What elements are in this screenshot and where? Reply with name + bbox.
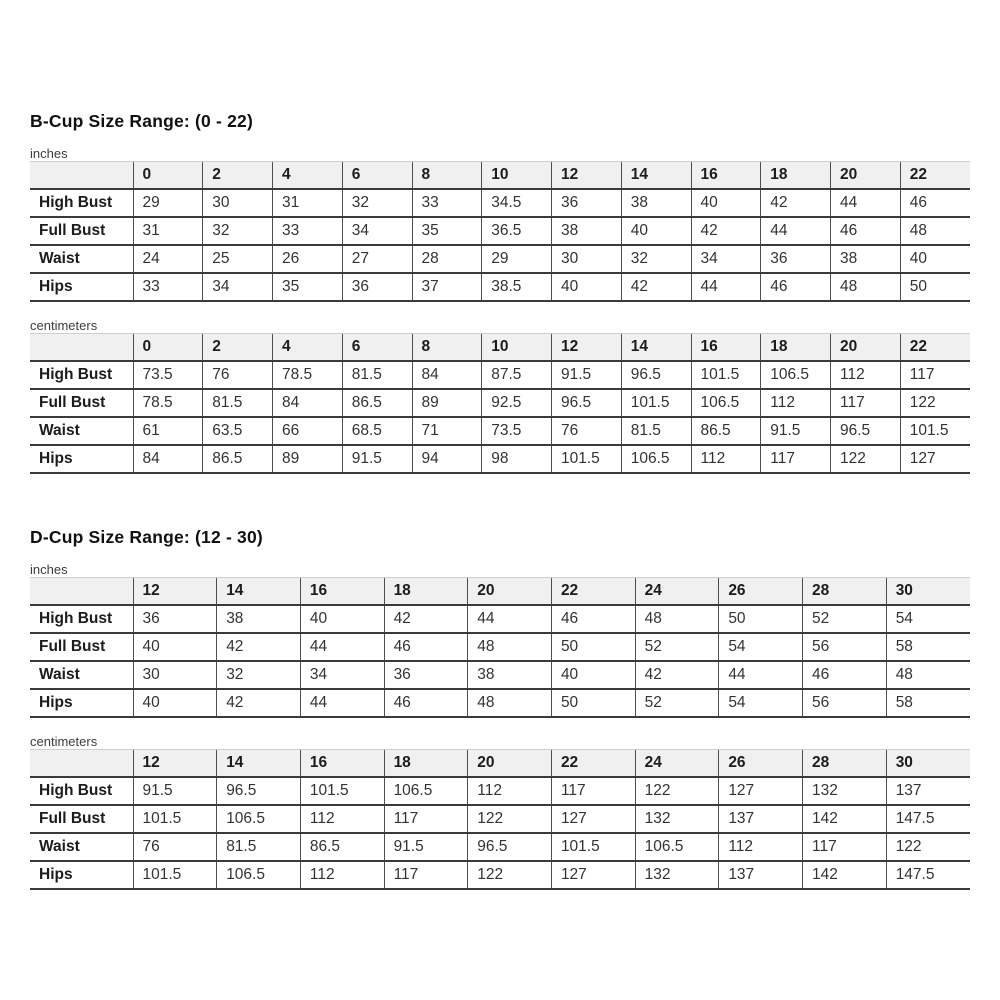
size-cell: 56 bbox=[803, 633, 887, 661]
size-cell: 48 bbox=[831, 273, 901, 301]
size-cell: 52 bbox=[635, 633, 719, 661]
section-title: D-Cup Size Range: (12 - 30) bbox=[30, 527, 263, 547]
size-cell: 26 bbox=[273, 245, 343, 273]
column-header: 12 bbox=[133, 578, 217, 606]
size-cell: 36.5 bbox=[482, 217, 552, 245]
size-cell: 101.5 bbox=[621, 389, 691, 417]
size-cell: 48 bbox=[886, 661, 970, 689]
section-title: B-Cup Size Range: (0 - 22) bbox=[30, 111, 254, 131]
size-cell: 101.5 bbox=[552, 445, 622, 473]
size-cell: 132 bbox=[635, 805, 719, 833]
size-cell: 34 bbox=[691, 245, 761, 273]
size-cell: 42 bbox=[217, 689, 301, 717]
size-cell: 76 bbox=[552, 417, 622, 445]
size-cell: 106.5 bbox=[635, 833, 719, 861]
size-table-centimeters bbox=[30, 333, 970, 474]
size-cell: 142 bbox=[803, 861, 887, 889]
column-header: 28 bbox=[803, 578, 887, 606]
size-cell: 42 bbox=[761, 189, 831, 217]
size-cell: 127 bbox=[719, 777, 803, 805]
column-header: 2 bbox=[203, 162, 273, 190]
size-cell: 94 bbox=[412, 445, 482, 473]
unit-block-inches bbox=[30, 562, 970, 718]
size-cell: 122 bbox=[886, 833, 970, 861]
size-cell: 38 bbox=[468, 661, 552, 689]
size-cell: 76 bbox=[203, 361, 273, 389]
size-cell: 35 bbox=[412, 217, 482, 245]
size-cell: 81.5 bbox=[342, 361, 412, 389]
size-cell: 87.5 bbox=[482, 361, 552, 389]
size-cell: 32 bbox=[621, 245, 691, 273]
size-cell: 32 bbox=[342, 189, 412, 217]
unit-label: centimeters bbox=[30, 318, 98, 333]
corner-cell bbox=[30, 162, 133, 190]
size-cell: 48 bbox=[635, 605, 719, 633]
size-cell: 31 bbox=[273, 189, 343, 217]
column-header: 18 bbox=[384, 750, 468, 778]
column-header: 28 bbox=[803, 750, 887, 778]
size-cell: 36 bbox=[384, 661, 468, 689]
column-header: 30 bbox=[886, 750, 970, 778]
size-cell: 44 bbox=[761, 217, 831, 245]
column-header: 22 bbox=[551, 578, 635, 606]
column-header: 2 bbox=[203, 334, 273, 362]
unit-label: inches bbox=[30, 562, 68, 577]
size-cell: 56 bbox=[803, 689, 887, 717]
size-cell: 40 bbox=[551, 661, 635, 689]
size-cell: 52 bbox=[803, 605, 887, 633]
column-header: 8 bbox=[412, 162, 482, 190]
size-cell: 132 bbox=[635, 861, 719, 889]
size-cell: 34 bbox=[342, 217, 412, 245]
size-range-section-2 bbox=[30, 526, 970, 890]
size-cell: 142 bbox=[803, 805, 887, 833]
size-cell: 40 bbox=[133, 689, 217, 717]
size-cell: 36 bbox=[342, 273, 412, 301]
size-cell: 68.5 bbox=[342, 417, 412, 445]
size-cell: 122 bbox=[468, 805, 552, 833]
size-cell: 58 bbox=[886, 689, 970, 717]
table-body bbox=[30, 189, 970, 301]
size-cell: 54 bbox=[886, 605, 970, 633]
size-cell: 50 bbox=[551, 689, 635, 717]
row-label: High Bust bbox=[30, 361, 133, 389]
table-row bbox=[30, 445, 970, 473]
size-cell: 86.5 bbox=[300, 833, 384, 861]
size-cell: 117 bbox=[384, 805, 468, 833]
table-header bbox=[30, 334, 970, 362]
column-header: 20 bbox=[831, 334, 901, 362]
column-header: 12 bbox=[133, 750, 217, 778]
size-cell: 81.5 bbox=[217, 833, 301, 861]
size-cell: 66 bbox=[273, 417, 343, 445]
size-cell: 37 bbox=[412, 273, 482, 301]
size-cell: 25 bbox=[203, 245, 273, 273]
size-cell: 122 bbox=[635, 777, 719, 805]
column-header: 22 bbox=[900, 162, 970, 190]
size-cell: 54 bbox=[719, 633, 803, 661]
table-row bbox=[30, 605, 970, 633]
size-cell: 78.5 bbox=[273, 361, 343, 389]
size-cell: 137 bbox=[719, 805, 803, 833]
size-cell: 42 bbox=[621, 273, 691, 301]
size-cell: 86.5 bbox=[203, 445, 273, 473]
row-label: Full Bust bbox=[30, 217, 133, 245]
size-cell: 40 bbox=[900, 245, 970, 273]
table-row bbox=[30, 833, 970, 861]
size-cell: 48 bbox=[468, 689, 552, 717]
size-cell: 91.5 bbox=[761, 417, 831, 445]
column-header: 14 bbox=[621, 162, 691, 190]
size-cell: 38 bbox=[831, 245, 901, 273]
size-cell: 61 bbox=[133, 417, 203, 445]
column-header: 18 bbox=[761, 334, 831, 362]
size-cell: 117 bbox=[384, 861, 468, 889]
header-row bbox=[30, 162, 970, 190]
column-header: 12 bbox=[552, 162, 622, 190]
size-cell: 117 bbox=[551, 777, 635, 805]
size-cell: 112 bbox=[691, 445, 761, 473]
size-cell: 46 bbox=[384, 689, 468, 717]
size-cell: 38 bbox=[621, 189, 691, 217]
size-cell: 46 bbox=[761, 273, 831, 301]
size-cell: 112 bbox=[719, 833, 803, 861]
size-cell: 40 bbox=[300, 605, 384, 633]
size-cell: 42 bbox=[384, 605, 468, 633]
size-cell: 35 bbox=[273, 273, 343, 301]
row-label: Waist bbox=[30, 417, 133, 445]
row-label: Waist bbox=[30, 245, 133, 273]
size-cell: 89 bbox=[412, 389, 482, 417]
size-cell: 46 bbox=[551, 605, 635, 633]
column-header: 6 bbox=[342, 334, 412, 362]
size-cell: 101.5 bbox=[133, 861, 217, 889]
size-cell: 44 bbox=[468, 605, 552, 633]
row-label: High Bust bbox=[30, 189, 133, 217]
column-header: 20 bbox=[468, 750, 552, 778]
size-cell: 48 bbox=[468, 633, 552, 661]
unit-label: inches bbox=[30, 146, 68, 161]
table-row bbox=[30, 417, 970, 445]
column-header: 24 bbox=[635, 750, 719, 778]
corner-cell bbox=[30, 334, 133, 362]
row-label: Hips bbox=[30, 861, 133, 889]
size-cell: 73.5 bbox=[482, 417, 552, 445]
size-cell: 117 bbox=[900, 361, 970, 389]
row-label: Full Bust bbox=[30, 805, 133, 833]
size-cell: 147.5 bbox=[886, 861, 970, 889]
size-cell: 33 bbox=[412, 189, 482, 217]
table-header bbox=[30, 750, 970, 778]
size-cell: 106.5 bbox=[384, 777, 468, 805]
size-cell: 42 bbox=[635, 661, 719, 689]
column-header: 14 bbox=[217, 578, 301, 606]
size-cell: 92.5 bbox=[482, 389, 552, 417]
table-body bbox=[30, 361, 970, 473]
size-cell: 40 bbox=[621, 217, 691, 245]
size-cell: 38 bbox=[217, 605, 301, 633]
size-cell: 76 bbox=[133, 833, 217, 861]
table-header bbox=[30, 578, 970, 606]
table-row bbox=[30, 777, 970, 805]
size-cell: 96.5 bbox=[217, 777, 301, 805]
size-cell: 81.5 bbox=[621, 417, 691, 445]
size-cell: 101.5 bbox=[551, 833, 635, 861]
column-header: 16 bbox=[691, 334, 761, 362]
size-cell: 27 bbox=[342, 245, 412, 273]
size-cell: 46 bbox=[900, 189, 970, 217]
size-table-inches bbox=[30, 577, 970, 718]
column-header: 16 bbox=[300, 750, 384, 778]
size-cell: 132 bbox=[803, 777, 887, 805]
table-header bbox=[30, 162, 970, 190]
unit-label: centimeters bbox=[30, 734, 98, 749]
size-cell: 137 bbox=[719, 861, 803, 889]
size-cell: 101.5 bbox=[900, 417, 970, 445]
size-cell: 106.5 bbox=[217, 861, 301, 889]
column-header: 26 bbox=[719, 750, 803, 778]
size-cell: 112 bbox=[300, 805, 384, 833]
column-header: 30 bbox=[886, 578, 970, 606]
size-cell: 42 bbox=[691, 217, 761, 245]
size-cell: 84 bbox=[133, 445, 203, 473]
table-row bbox=[30, 361, 970, 389]
size-cell: 33 bbox=[133, 273, 203, 301]
size-table-centimeters bbox=[30, 749, 970, 890]
size-cell: 127 bbox=[551, 861, 635, 889]
size-cell: 117 bbox=[803, 833, 887, 861]
size-cell: 112 bbox=[300, 861, 384, 889]
row-label: Hips bbox=[30, 689, 133, 717]
table-row bbox=[30, 189, 970, 217]
size-cell: 89 bbox=[273, 445, 343, 473]
corner-cell bbox=[30, 750, 133, 778]
column-header: 16 bbox=[300, 578, 384, 606]
size-cell: 112 bbox=[831, 361, 901, 389]
size-cell: 122 bbox=[468, 861, 552, 889]
size-cell: 33 bbox=[273, 217, 343, 245]
column-header: 20 bbox=[831, 162, 901, 190]
size-cell: 96.5 bbox=[552, 389, 622, 417]
size-cell: 91.5 bbox=[342, 445, 412, 473]
size-cell: 54 bbox=[719, 689, 803, 717]
size-cell: 36 bbox=[133, 605, 217, 633]
size-range-section-1 bbox=[30, 110, 970, 474]
size-cell: 44 bbox=[719, 661, 803, 689]
size-cell: 96.5 bbox=[468, 833, 552, 861]
column-header: 8 bbox=[412, 334, 482, 362]
size-cell: 122 bbox=[900, 389, 970, 417]
column-header: 4 bbox=[273, 334, 343, 362]
column-header: 14 bbox=[621, 334, 691, 362]
size-cell: 40 bbox=[133, 633, 217, 661]
size-cell: 91.5 bbox=[552, 361, 622, 389]
table-body bbox=[30, 777, 970, 889]
table-row bbox=[30, 273, 970, 301]
size-cell: 34 bbox=[203, 273, 273, 301]
header-row bbox=[30, 750, 970, 778]
column-header: 10 bbox=[482, 162, 552, 190]
size-cell: 46 bbox=[831, 217, 901, 245]
size-table-inches bbox=[30, 161, 970, 302]
column-header: 4 bbox=[273, 162, 343, 190]
size-cell: 63.5 bbox=[203, 417, 273, 445]
size-cell: 101.5 bbox=[300, 777, 384, 805]
size-cell: 78.5 bbox=[133, 389, 203, 417]
size-cell: 48 bbox=[900, 217, 970, 245]
column-header: 22 bbox=[900, 334, 970, 362]
size-cell: 127 bbox=[900, 445, 970, 473]
size-cell: 101.5 bbox=[691, 361, 761, 389]
size-cell: 44 bbox=[691, 273, 761, 301]
column-header: 14 bbox=[217, 750, 301, 778]
size-cell: 28 bbox=[412, 245, 482, 273]
column-header: 0 bbox=[133, 334, 203, 362]
size-cell: 44 bbox=[300, 633, 384, 661]
size-cell: 96.5 bbox=[831, 417, 901, 445]
size-cell: 147.5 bbox=[886, 805, 970, 833]
header-row bbox=[30, 578, 970, 606]
size-cell: 84 bbox=[273, 389, 343, 417]
row-label: High Bust bbox=[30, 605, 133, 633]
size-cell: 36 bbox=[552, 189, 622, 217]
size-cell: 40 bbox=[691, 189, 761, 217]
table-row bbox=[30, 861, 970, 889]
column-header: 20 bbox=[468, 578, 552, 606]
column-header: 12 bbox=[552, 334, 622, 362]
table-row bbox=[30, 245, 970, 273]
size-cell: 81.5 bbox=[203, 389, 273, 417]
size-cell: 40 bbox=[552, 273, 622, 301]
row-label: Waist bbox=[30, 661, 133, 689]
size-cell: 30 bbox=[203, 189, 273, 217]
size-cell: 30 bbox=[133, 661, 217, 689]
size-cell: 31 bbox=[133, 217, 203, 245]
table-row bbox=[30, 661, 970, 689]
row-label: Hips bbox=[30, 273, 133, 301]
size-cell: 36 bbox=[761, 245, 831, 273]
row-label: High Bust bbox=[30, 777, 133, 805]
size-cell: 38.5 bbox=[482, 273, 552, 301]
unit-block-centimeters bbox=[30, 734, 970, 890]
size-cell: 38 bbox=[552, 217, 622, 245]
size-cell: 50 bbox=[900, 273, 970, 301]
size-cell: 46 bbox=[384, 633, 468, 661]
size-cell: 112 bbox=[468, 777, 552, 805]
size-cell: 29 bbox=[133, 189, 203, 217]
size-cell: 52 bbox=[635, 689, 719, 717]
row-label: Full Bust bbox=[30, 389, 133, 417]
table-row bbox=[30, 689, 970, 717]
column-header: 18 bbox=[761, 162, 831, 190]
size-cell: 84 bbox=[412, 361, 482, 389]
size-cell: 50 bbox=[551, 633, 635, 661]
size-cell: 30 bbox=[552, 245, 622, 273]
size-cell: 50 bbox=[719, 605, 803, 633]
table-row bbox=[30, 217, 970, 245]
size-cell: 42 bbox=[217, 633, 301, 661]
unit-block-inches bbox=[30, 146, 970, 302]
size-cell: 98 bbox=[482, 445, 552, 473]
table-row bbox=[30, 389, 970, 417]
size-cell: 101.5 bbox=[133, 805, 217, 833]
table-row bbox=[30, 805, 970, 833]
row-label: Waist bbox=[30, 833, 133, 861]
size-cell: 86.5 bbox=[691, 417, 761, 445]
size-cell: 96.5 bbox=[621, 361, 691, 389]
size-cell: 71 bbox=[412, 417, 482, 445]
column-header: 6 bbox=[342, 162, 412, 190]
size-cell: 34.5 bbox=[482, 189, 552, 217]
table-body bbox=[30, 605, 970, 717]
size-cell: 106.5 bbox=[691, 389, 761, 417]
size-cell: 34 bbox=[300, 661, 384, 689]
size-cell: 86.5 bbox=[342, 389, 412, 417]
size-cell: 106.5 bbox=[621, 445, 691, 473]
column-header: 26 bbox=[719, 578, 803, 606]
size-cell: 32 bbox=[217, 661, 301, 689]
row-label: Hips bbox=[30, 445, 133, 473]
size-cell: 127 bbox=[551, 805, 635, 833]
size-cell: 117 bbox=[761, 445, 831, 473]
column-header: 18 bbox=[384, 578, 468, 606]
size-cell: 91.5 bbox=[133, 777, 217, 805]
column-header: 22 bbox=[551, 750, 635, 778]
size-cell: 73.5 bbox=[133, 361, 203, 389]
size-cell: 106.5 bbox=[217, 805, 301, 833]
size-cell: 137 bbox=[886, 777, 970, 805]
size-cell: 44 bbox=[831, 189, 901, 217]
size-cell: 46 bbox=[803, 661, 887, 689]
row-label: Full Bust bbox=[30, 633, 133, 661]
size-cell: 24 bbox=[133, 245, 203, 273]
column-header: 10 bbox=[482, 334, 552, 362]
column-header: 16 bbox=[691, 162, 761, 190]
column-header: 0 bbox=[133, 162, 203, 190]
size-cell: 29 bbox=[482, 245, 552, 273]
table-row bbox=[30, 633, 970, 661]
size-cell: 112 bbox=[761, 389, 831, 417]
size-cell: 117 bbox=[831, 389, 901, 417]
unit-block-centimeters bbox=[30, 318, 970, 474]
size-cell: 32 bbox=[203, 217, 273, 245]
size-cell: 58 bbox=[886, 633, 970, 661]
size-cell: 44 bbox=[300, 689, 384, 717]
column-header: 24 bbox=[635, 578, 719, 606]
corner-cell bbox=[30, 578, 133, 606]
size-cell: 122 bbox=[831, 445, 901, 473]
size-cell: 106.5 bbox=[761, 361, 831, 389]
header-row bbox=[30, 334, 970, 362]
size-cell: 91.5 bbox=[384, 833, 468, 861]
